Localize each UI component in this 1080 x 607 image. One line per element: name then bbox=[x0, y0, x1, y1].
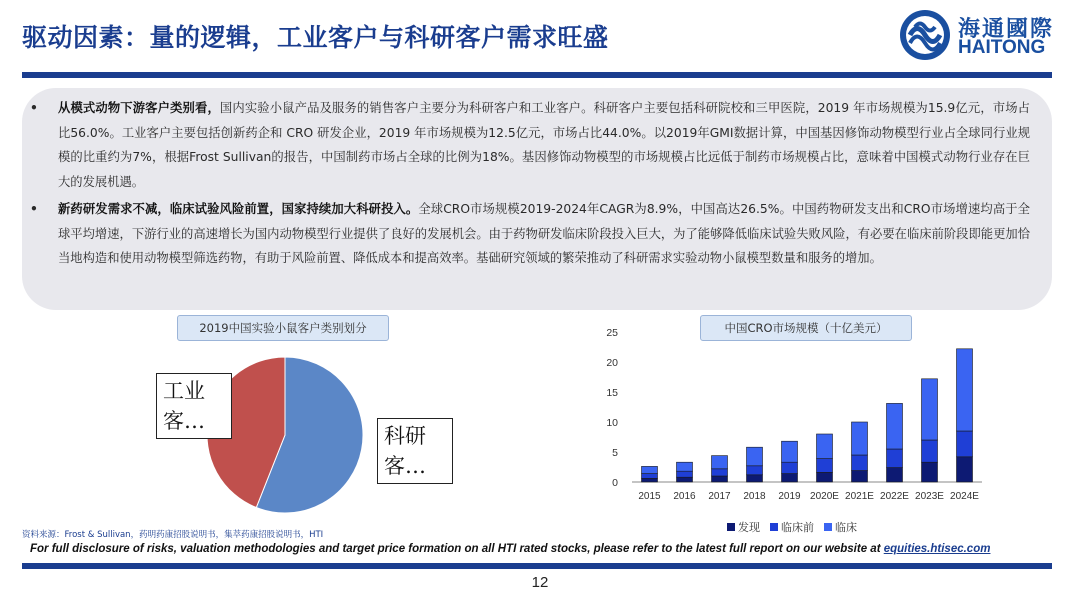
haitong-logo bbox=[898, 8, 1068, 64]
legend-swatch bbox=[727, 523, 735, 531]
bar-segment-2019-2 bbox=[782, 441, 798, 462]
bar-segment-2015-1 bbox=[642, 474, 658, 479]
legend-item bbox=[727, 519, 760, 535]
x-tick-label: 2020E bbox=[810, 491, 839, 502]
summary-panel bbox=[22, 88, 1052, 310]
page-number: 12 bbox=[531, 574, 549, 591]
bar-segment-2016-1 bbox=[677, 471, 693, 477]
source-note: 资料来源：Frost & Sullivan，药明药康招股说明书，集萃药康招股说明书，HTI bbox=[22, 530, 324, 540]
bar-segment-2021E-0 bbox=[852, 471, 868, 482]
legend-label: 临床前 bbox=[781, 521, 814, 534]
bar-chart bbox=[590, 322, 990, 512]
y-tick-label: 5 bbox=[612, 447, 618, 459]
bullet-item bbox=[30, 197, 1030, 271]
bar-segment-2021E-1 bbox=[852, 455, 868, 471]
bar-segment-2019-0 bbox=[782, 474, 798, 482]
bar-segment-2024E-0 bbox=[957, 457, 973, 482]
bullet-text: 国内实验小鼠产品及服务的销售客户主要分为科研客户和工业客户。科研客户主要包括科研院校和三甲医院，2019 年市场规模为15.9亿元，市场占比56.0%。工业客户主要包括创新药企和 CRO 研发企业，2019 年市场规模为12.5亿元，市场占比44.0%。以2019年GMI数据计算，中国基因修饰动物模型行业占全球同行业规模的比重约为7%，根据Frost Sullivan的报告，中国制药市场占全球的比例为18%。基因修饰动物模型的市场规模占比远低于制药市场规模占比，意味着中国模式动物行业存在巨大的发展机遇。 bbox=[58, 101, 1030, 189]
page-title: 驱动因素：量的逻辑，工业客户与科研客户需求旺盛 bbox=[22, 23, 609, 52]
x-tick-label: 2022E bbox=[880, 491, 909, 502]
x-tick-label: 2016 bbox=[673, 491, 696, 502]
y-tick-label: 20 bbox=[606, 357, 618, 369]
bullet-item bbox=[30, 96, 1030, 194]
legend-label: 发现 bbox=[738, 521, 760, 534]
pie-callout-industry bbox=[156, 373, 232, 439]
bar-segment-2022E-2 bbox=[887, 403, 903, 449]
x-tick-label: 2017 bbox=[708, 491, 731, 502]
logo-text-cn: 海通國際 bbox=[958, 17, 1055, 42]
bar-segment-2017-2 bbox=[712, 456, 728, 469]
bar-segment-2023E-1 bbox=[922, 440, 938, 462]
bullet-heading: 从模式动物下游客户类别看， bbox=[58, 101, 220, 115]
bar-segment-2022E-1 bbox=[887, 449, 903, 468]
disclaimer bbox=[30, 543, 990, 555]
x-tick-label: 2015 bbox=[638, 491, 661, 502]
bar-segment-2015-2 bbox=[642, 466, 658, 473]
pie-label-research: 科研客… bbox=[384, 424, 426, 478]
pie-label-industry: 工业客… bbox=[163, 379, 205, 433]
y-tick-label: 25 bbox=[606, 327, 618, 339]
bar-segment-2016-2 bbox=[677, 462, 693, 471]
bar-segment-2022E-0 bbox=[887, 468, 903, 482]
bar-segment-2020E-0 bbox=[817, 472, 833, 482]
y-tick-label: 10 bbox=[606, 417, 618, 429]
bar-segment-2019-1 bbox=[782, 462, 798, 473]
bar-segment-2021E-2 bbox=[852, 422, 868, 455]
logo-text-en: HAITONG bbox=[958, 37, 1046, 58]
bullet-dot: • bbox=[30, 101, 38, 115]
legend-swatch bbox=[770, 523, 778, 531]
x-tick-label: 2023E bbox=[915, 491, 944, 502]
legend-label: 临床 bbox=[835, 521, 857, 534]
x-tick-label: 2021E bbox=[845, 491, 874, 502]
legend-item bbox=[824, 519, 857, 535]
disclaimer-text: For full disclosure of risks, valuation methodologies and target price formation on all HTI rated stocks, please refer to the latest full report on our website at bbox=[30, 543, 884, 555]
x-tick-label: 2018 bbox=[743, 491, 766, 502]
pie-chart-title: 2019中国实验小鼠客户类别划分 bbox=[177, 315, 389, 341]
bar-segment-2024E-1 bbox=[957, 431, 973, 457]
logo-icon bbox=[898, 8, 954, 64]
bar-segment-2020E-2 bbox=[817, 434, 833, 459]
website-link[interactable]: equities.htisec.com bbox=[883, 543, 991, 555]
footer-divider bbox=[22, 563, 1052, 569]
x-tick-label: 2019 bbox=[778, 491, 801, 502]
bar-segment-2024E-2 bbox=[957, 349, 973, 431]
legend-swatch bbox=[824, 523, 832, 531]
y-tick-label: 15 bbox=[606, 387, 618, 399]
pie-callout-research bbox=[377, 418, 453, 484]
bar-segment-2017-0 bbox=[712, 476, 728, 482]
bar-segment-2018-0 bbox=[747, 475, 763, 482]
bar-legend bbox=[727, 519, 857, 535]
legend-item bbox=[770, 519, 814, 535]
bar-segment-2018-2 bbox=[747, 447, 763, 466]
y-tick-label: 0 bbox=[612, 477, 618, 489]
bar-segment-2015-0 bbox=[642, 478, 658, 482]
header-divider bbox=[22, 72, 1052, 78]
bar-segment-2023E-0 bbox=[922, 462, 938, 482]
bullet-heading: 新药研发需求不减，临床试验风险前置，国家持续加大科研投入。 bbox=[58, 202, 419, 216]
bullet-dot: • bbox=[30, 202, 38, 216]
bar-chart-title: 中国CRO市场规模（十亿美元） bbox=[700, 315, 912, 341]
bar-segment-2016-0 bbox=[677, 477, 693, 482]
bar-segment-2023E-2 bbox=[922, 379, 938, 440]
bar-segment-2017-1 bbox=[712, 469, 728, 476]
bar-segment-2020E-1 bbox=[817, 459, 833, 473]
x-tick-label: 2024E bbox=[950, 491, 979, 502]
bar-segment-2018-1 bbox=[747, 466, 763, 475]
bullet-text: 全球CRO市场规模2019-2024年CAGR为8.9%，中国高达26.5%。中国药物研发支出和CRO市场增速均高于全球平均增速，下游行业的高速增长为国内动物模型行业提供了良好的发展机会。由于药物研发临床阶段投入巨大，为了能够降低临床试验失败风险，有必要在临床前阶段即能更加恰当地构造和使用动物模型筛选药物，有助于风险前置、降低成本和提高效率。基础研究领域的繁荣推动了科研需求实验动物小鼠模型数量和服务的增加。 bbox=[58, 202, 1030, 265]
